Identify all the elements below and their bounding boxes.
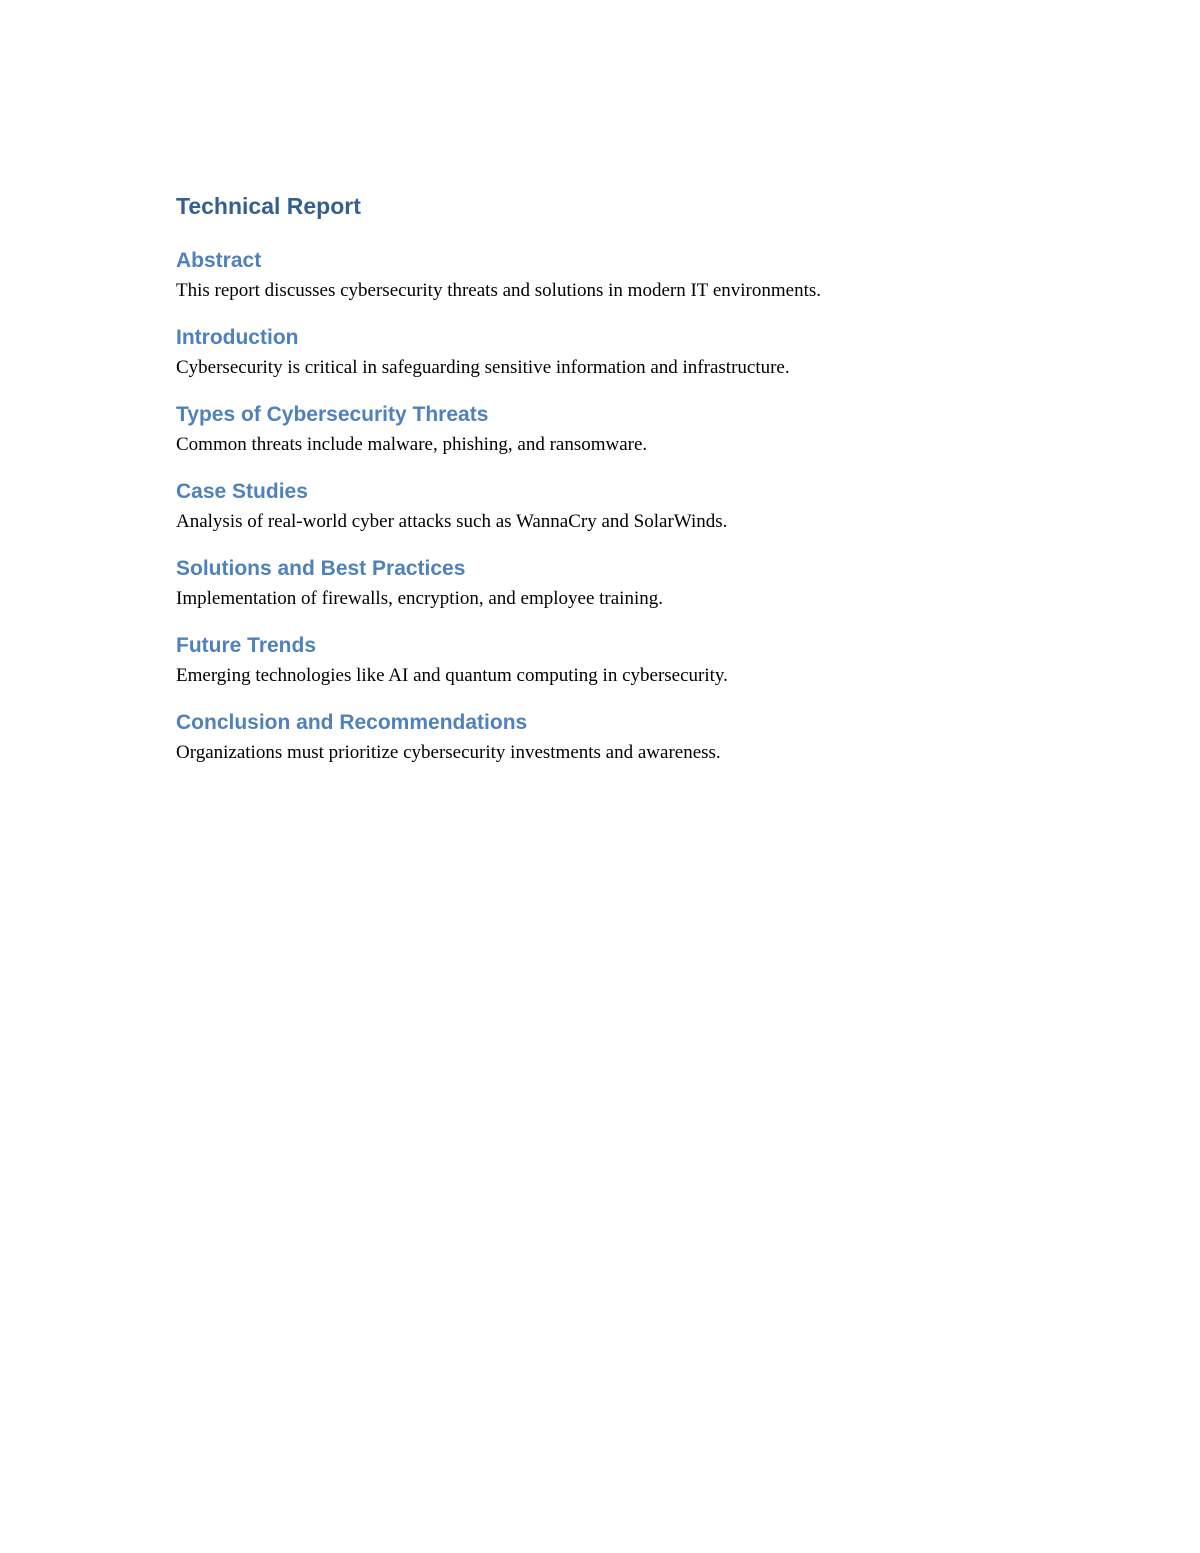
section-case-studies bbox=[176, 478, 1076, 535]
section-body: Emerging technologies like AI and quantum computing in cybersecurity. bbox=[176, 665, 728, 686]
section-threat-types bbox=[176, 401, 1076, 458]
section-body: Organizations must prioritize cybersecurity investments and awareness. bbox=[176, 742, 721, 763]
section-heading: Case Studies bbox=[176, 480, 308, 503]
section-solutions bbox=[176, 555, 1076, 612]
section-future-trends bbox=[176, 632, 1076, 689]
document-content bbox=[176, 191, 1076, 786]
section-heading: Abstract bbox=[176, 249, 262, 272]
section-body: Analysis of real-world cyber attacks such as WannaCry and SolarWinds. bbox=[176, 511, 728, 532]
section-body: Cybersecurity is critical in safeguarding sensitive information and infrastructure. bbox=[176, 357, 790, 378]
section-heading: Future Trends bbox=[176, 634, 317, 657]
section-heading: Introduction bbox=[176, 326, 299, 349]
section-body: Common threats include malware, phishing, and ransomware. bbox=[176, 434, 648, 455]
section-conclusion bbox=[176, 709, 1076, 766]
section-heading: Solutions and Best Practices bbox=[176, 557, 466, 580]
section-heading: Types of Cybersecurity Threats bbox=[176, 403, 489, 426]
section-body: Implementation of firewalls, encryption, and employee training. bbox=[176, 588, 663, 609]
document-title: Technical Report bbox=[176, 193, 361, 219]
section-abstract bbox=[176, 247, 1076, 304]
section-heading: Conclusion and Recommendations bbox=[176, 711, 528, 734]
section-body: This report discusses cybersecurity threats and solutions in modern IT environments. bbox=[176, 280, 821, 301]
section-introduction bbox=[176, 324, 1076, 381]
